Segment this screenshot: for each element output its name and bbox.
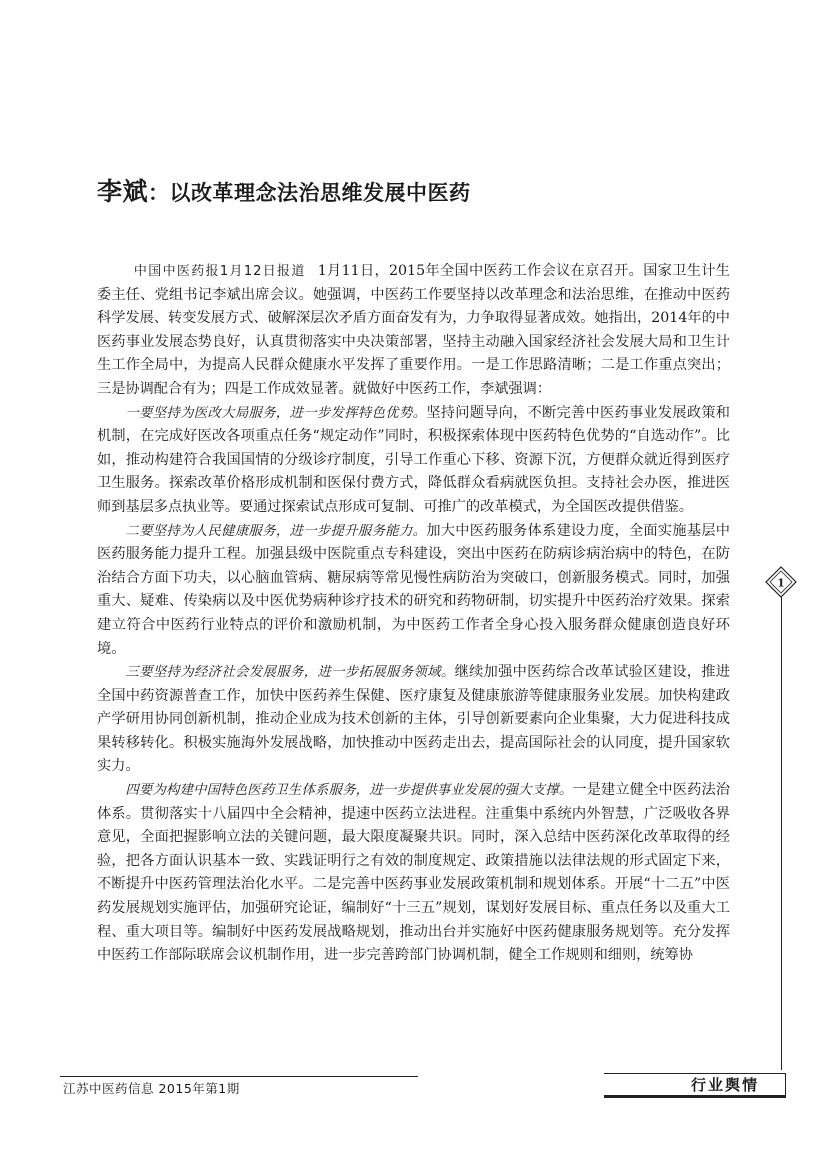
footer-rule xyxy=(60,1076,418,1077)
title-main: 李斌 xyxy=(97,177,149,206)
lead-source: 中国中医药报1月12日报道 xyxy=(133,264,306,279)
paragraph-2-lead: 二要坚持为人民健康服务，进一步提升服务能力。 xyxy=(125,523,427,539)
paragraph-1-lead: 一要坚持为医改大局服务，进一步发挥特色优势。 xyxy=(125,405,427,421)
paragraph-2-body: 加大中医药服务体系建设力度，全面实施基层中医药服务能力提升工程。加强县级中医院重点专科建设，突出中医药在防病诊病治病中的特色，在防治结合方面下功夫，以心脑血管病、糖尿病等常见慢性病防治为突破口，创新服务模式。同时，加强重大、疑难、传染病以及中医优势病种诊疗技术的研究和药物研制，切实提升中医药治疗效果。探索建立符合中医药行业特点的评价和激励机制，为中医药工作者全身心投入服务群众健康创造良好环境。 xyxy=(97,522,730,657)
page-number-marker xyxy=(765,566,797,598)
paragraph-3-body: 继续加强中医药综合改革试验区建设，推进全国中药资源普查工作，加快中医药养生保健、医疗康复及健康旅游等健康服务业发展。加快构建政产学研用协同创新机制，推动企业成为技术创新的主体，引导创新要素向企业集聚，大力促进科技成果转移转化。积极实施海外发展战略，加快推动中医药走出去，提高国际社会的认同度，提升国家软实力。 xyxy=(97,664,730,775)
paragraph-3 xyxy=(97,661,730,779)
paragraph-4-body: 一是建立健全中医药法治体系。贯彻落实十八届四中全会精神，提速中医药立法进程。注重集中系统内外智慧，广泛吸收各界意见，全面把握影响立法的关键问题，最大限度凝聚共识。同时，深入总结中医药深化改革取得的经验，把各方面认识基本一致、实践证明行之有效的制度规定、政策措施以法律法规的形式固定下来，不断提升中医药管理法治化水平。二是完善中医药事业发展政策机制和规划体系。开展“十二五”中医药发展规划实施评估，加强研究论证，编制好“十三五”规划，谋划好发展目标、重点任务以及重大工程、重大项目等。编制好中医药发展战略规划，推动出台并实施好中医药健康服务规划等。充分发挥中医药工作部际联席会议机制作用，进一步完善跨部门协调机制，健全工作规则和细则，统筹协 xyxy=(97,782,730,964)
page-number: 1 xyxy=(777,576,785,590)
intro-text: 2015年全国中医药工作会议在京召开。国家卫生计生委主任、党组书记李斌出席会议。她强调，中医药工作要坚持以改革理念和法治思维，在推动中医药科学发展、转变发展方式、破解深层次矛盾方面奋发有为，力争取得显著成效。她指出，2014年的中医药事业发展态势良好，认真贯彻落实中央决策部署，坚持主动融入国家经济社会发展大局和卫生计生工作全局中，为提高人民群众健康水平发挥了重要作用。一是工作思路清晰；二是工作重点突出；三是协调配合有为；四是工作成效显著。就做好中医药工作，李斌强调： xyxy=(97,263,730,397)
right-margin-rule xyxy=(781,596,782,1070)
paragraph-1 xyxy=(97,402,730,520)
paragraph-4 xyxy=(97,779,730,968)
paragraph-1-body: 坚持问题导向，不断完善中医药事业发展政策和机制，在完成好医改各项重点任务“规定动作”同时，积极探索体现中医药特色优势的“自选动作”。比如，推动构建符合我国国情的分级诊疗制度，引导工作重心下移、资源下沉，方便群众就近得到医疗卫生服务。探索改革价格形成机制和医保付费方式，降低群众看病就医负担。支持社会办医，推进医师到基层多点执业等。要通过探索试点形成可复制、可推广的改革模式，为全国医改提供借鉴。 xyxy=(97,404,730,515)
title-colon: ： xyxy=(148,180,170,205)
footer-section-box xyxy=(604,1073,786,1098)
paragraph-intro xyxy=(97,260,730,402)
paragraph-3-lead: 三要坚持为经济社会发展服务，进一步拓展服务领域。 xyxy=(125,665,455,681)
paragraph-2 xyxy=(97,520,730,662)
footer-section: 行业舆情 xyxy=(690,1076,759,1094)
article-body xyxy=(97,260,730,968)
title-subtitle: 以改革理念法治思维发展中医药 xyxy=(169,180,471,205)
paragraph-4-lead: 四要为构建中国特色医药卫生体系服务，进一步提供事业发展的强大支撑。 xyxy=(125,783,573,799)
article-title xyxy=(97,172,471,208)
lead-date: 1月11日， xyxy=(317,263,389,279)
footer-journal: 江苏中医药信息 2015年第1期 xyxy=(63,1081,240,1096)
